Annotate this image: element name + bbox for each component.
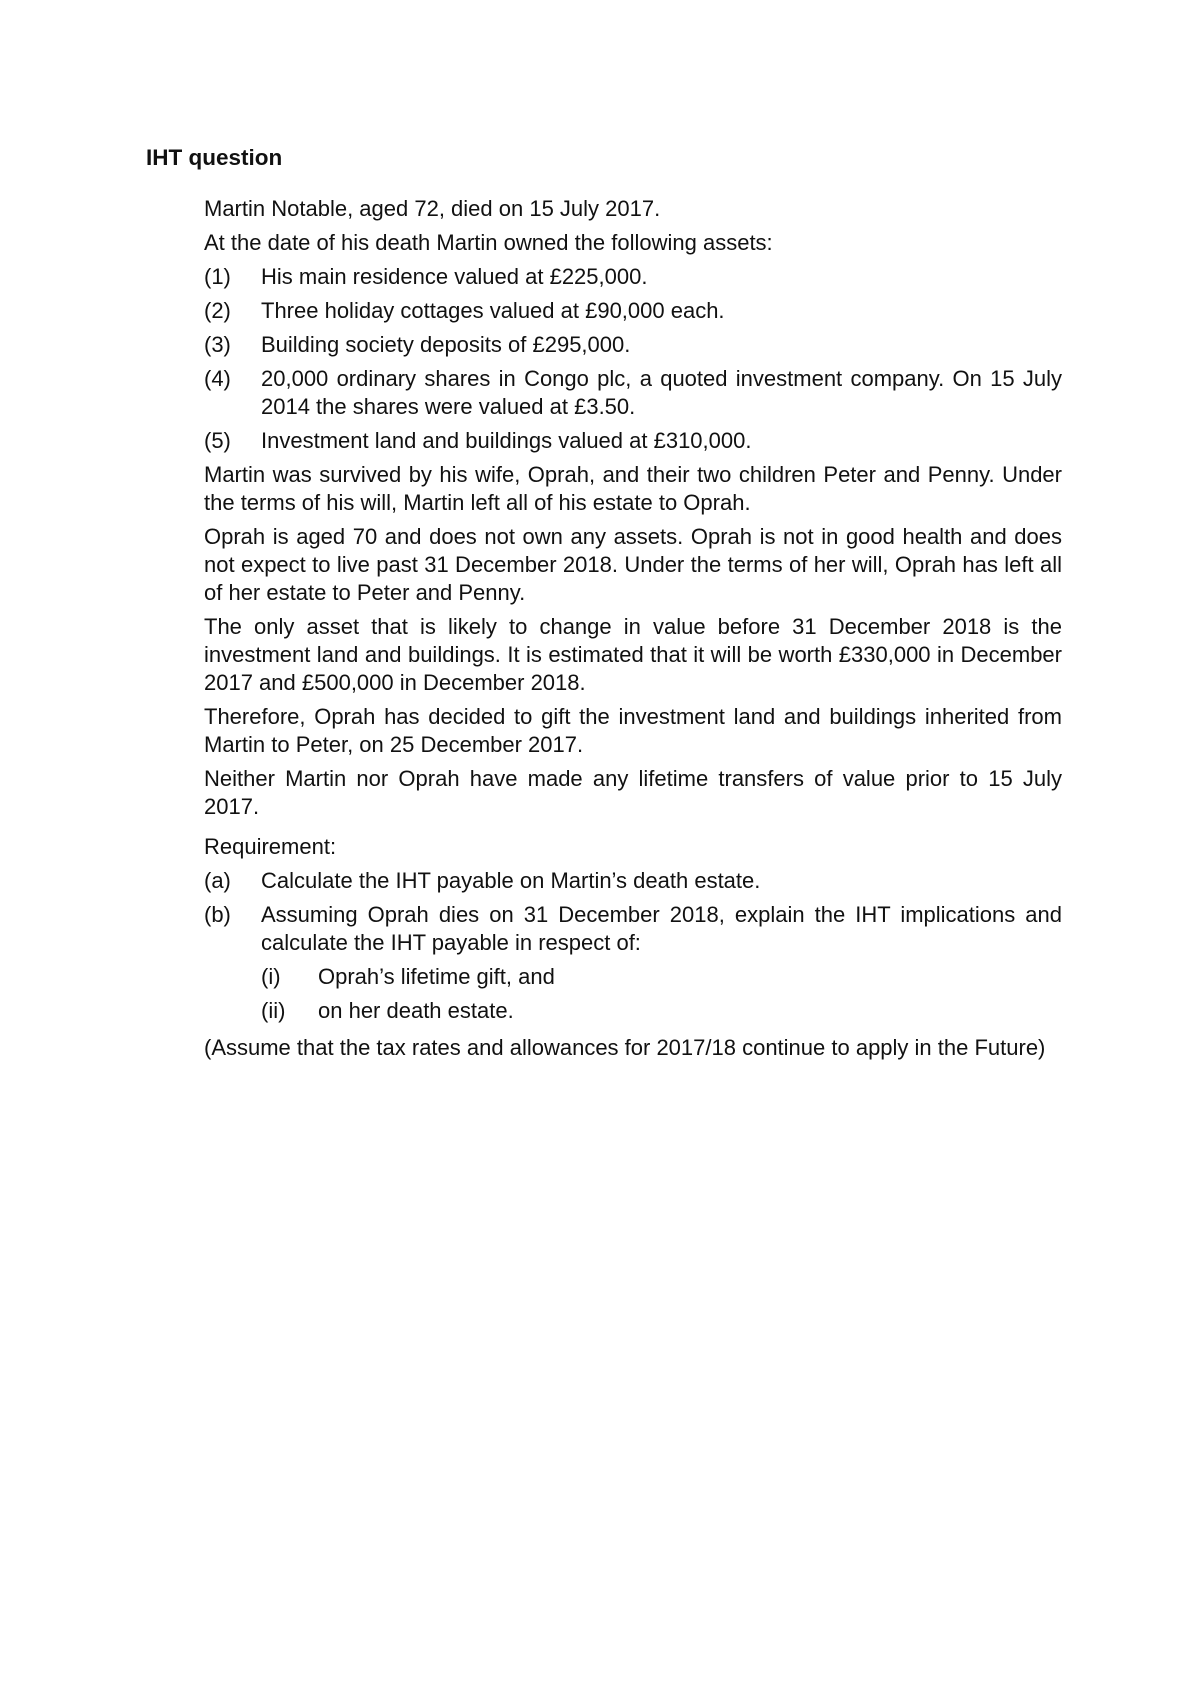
requirement-item: [204, 867, 1062, 895]
body-paragraph: Therefore, Oprah has decided to gift the investment land and buildings inherited from Martin to Peter, on 25 December 2017.: [204, 704, 1062, 757]
requirement-subitem: [261, 963, 1062, 991]
asset-text: Investment land and buildings valued at £310,000.: [261, 428, 752, 453]
body-paragraph: The only asset that is likely to change in value before 31 December 2018 is the investment land and buildings. It is estimated that it will be worth £330,000 in December 2017 and £500,000 in December 2018.: [204, 614, 1062, 695]
assumption-note: (Assume that the tax rates and allowances for 2017/18 continue to apply in the Future): [204, 1035, 1046, 1060]
asset-item: [204, 365, 1062, 421]
asset-text: Three holiday cottages valued at £90,000 each.: [261, 298, 725, 323]
body-paragraph: Oprah is aged 70 and does not own any assets. Oprah is not in good health and does not expect to live past 31 December 2018. Under the terms of her will, Oprah has left all of her estate to Peter and Penny.: [204, 524, 1062, 605]
requirement-number: (b): [204, 902, 231, 927]
intro-paragraph: Martin Notable, aged 72, died on 15 July 2017.: [204, 196, 661, 221]
asset-item: [204, 331, 1062, 359]
requirement-text: Calculate the IHT payable on Martin’s death estate.: [261, 868, 761, 893]
body-paragraph: Neither Martin nor Oprah have made any lifetime transfers of value prior to 15 July 2017.: [204, 766, 1062, 819]
asset-number: (1): [204, 264, 231, 289]
requirement-heading: Requirement:: [204, 834, 337, 859]
asset-item: [204, 263, 1062, 291]
asset-number: (4): [204, 366, 231, 391]
requirement-subitem: [261, 997, 1062, 1025]
asset-text: Building society deposits of £295,000.: [261, 332, 631, 357]
subitem-number: (i): [261, 964, 281, 989]
subitem-text: on her death estate.: [318, 998, 514, 1023]
asset-text: 20,000 ordinary shares in Congo plc, a quoted investment company. On 15 July 2014 the shares were valued at £3.50.: [261, 366, 1062, 419]
asset-number: (3): [204, 332, 231, 357]
asset-number: (2): [204, 298, 231, 323]
body-paragraph: Martin was survived by his wife, Oprah, and their two children Peter and Penny. Under the terms of his will, Martin left all of his estate to Oprah.: [204, 462, 1062, 515]
document-title: IHT question: [146, 145, 283, 170]
requirement-item: [204, 901, 1062, 957]
asset-item: [204, 297, 1062, 325]
subitem-text: Oprah’s lifetime gift, and: [318, 964, 555, 989]
document-body: [204, 195, 1062, 1071]
requirement-number: (a): [204, 868, 231, 893]
requirement-text: Assuming Oprah dies on 31 December 2018, explain the IHT implications and calculate the IHT payable in respect of:: [261, 902, 1062, 955]
asset-item: [204, 427, 1062, 455]
intro-paragraph: At the date of his death Martin owned the following assets:: [204, 230, 773, 255]
asset-number: (5): [204, 428, 231, 453]
subitem-number: (ii): [261, 998, 286, 1023]
asset-text: His main residence valued at £225,000.: [261, 264, 648, 289]
